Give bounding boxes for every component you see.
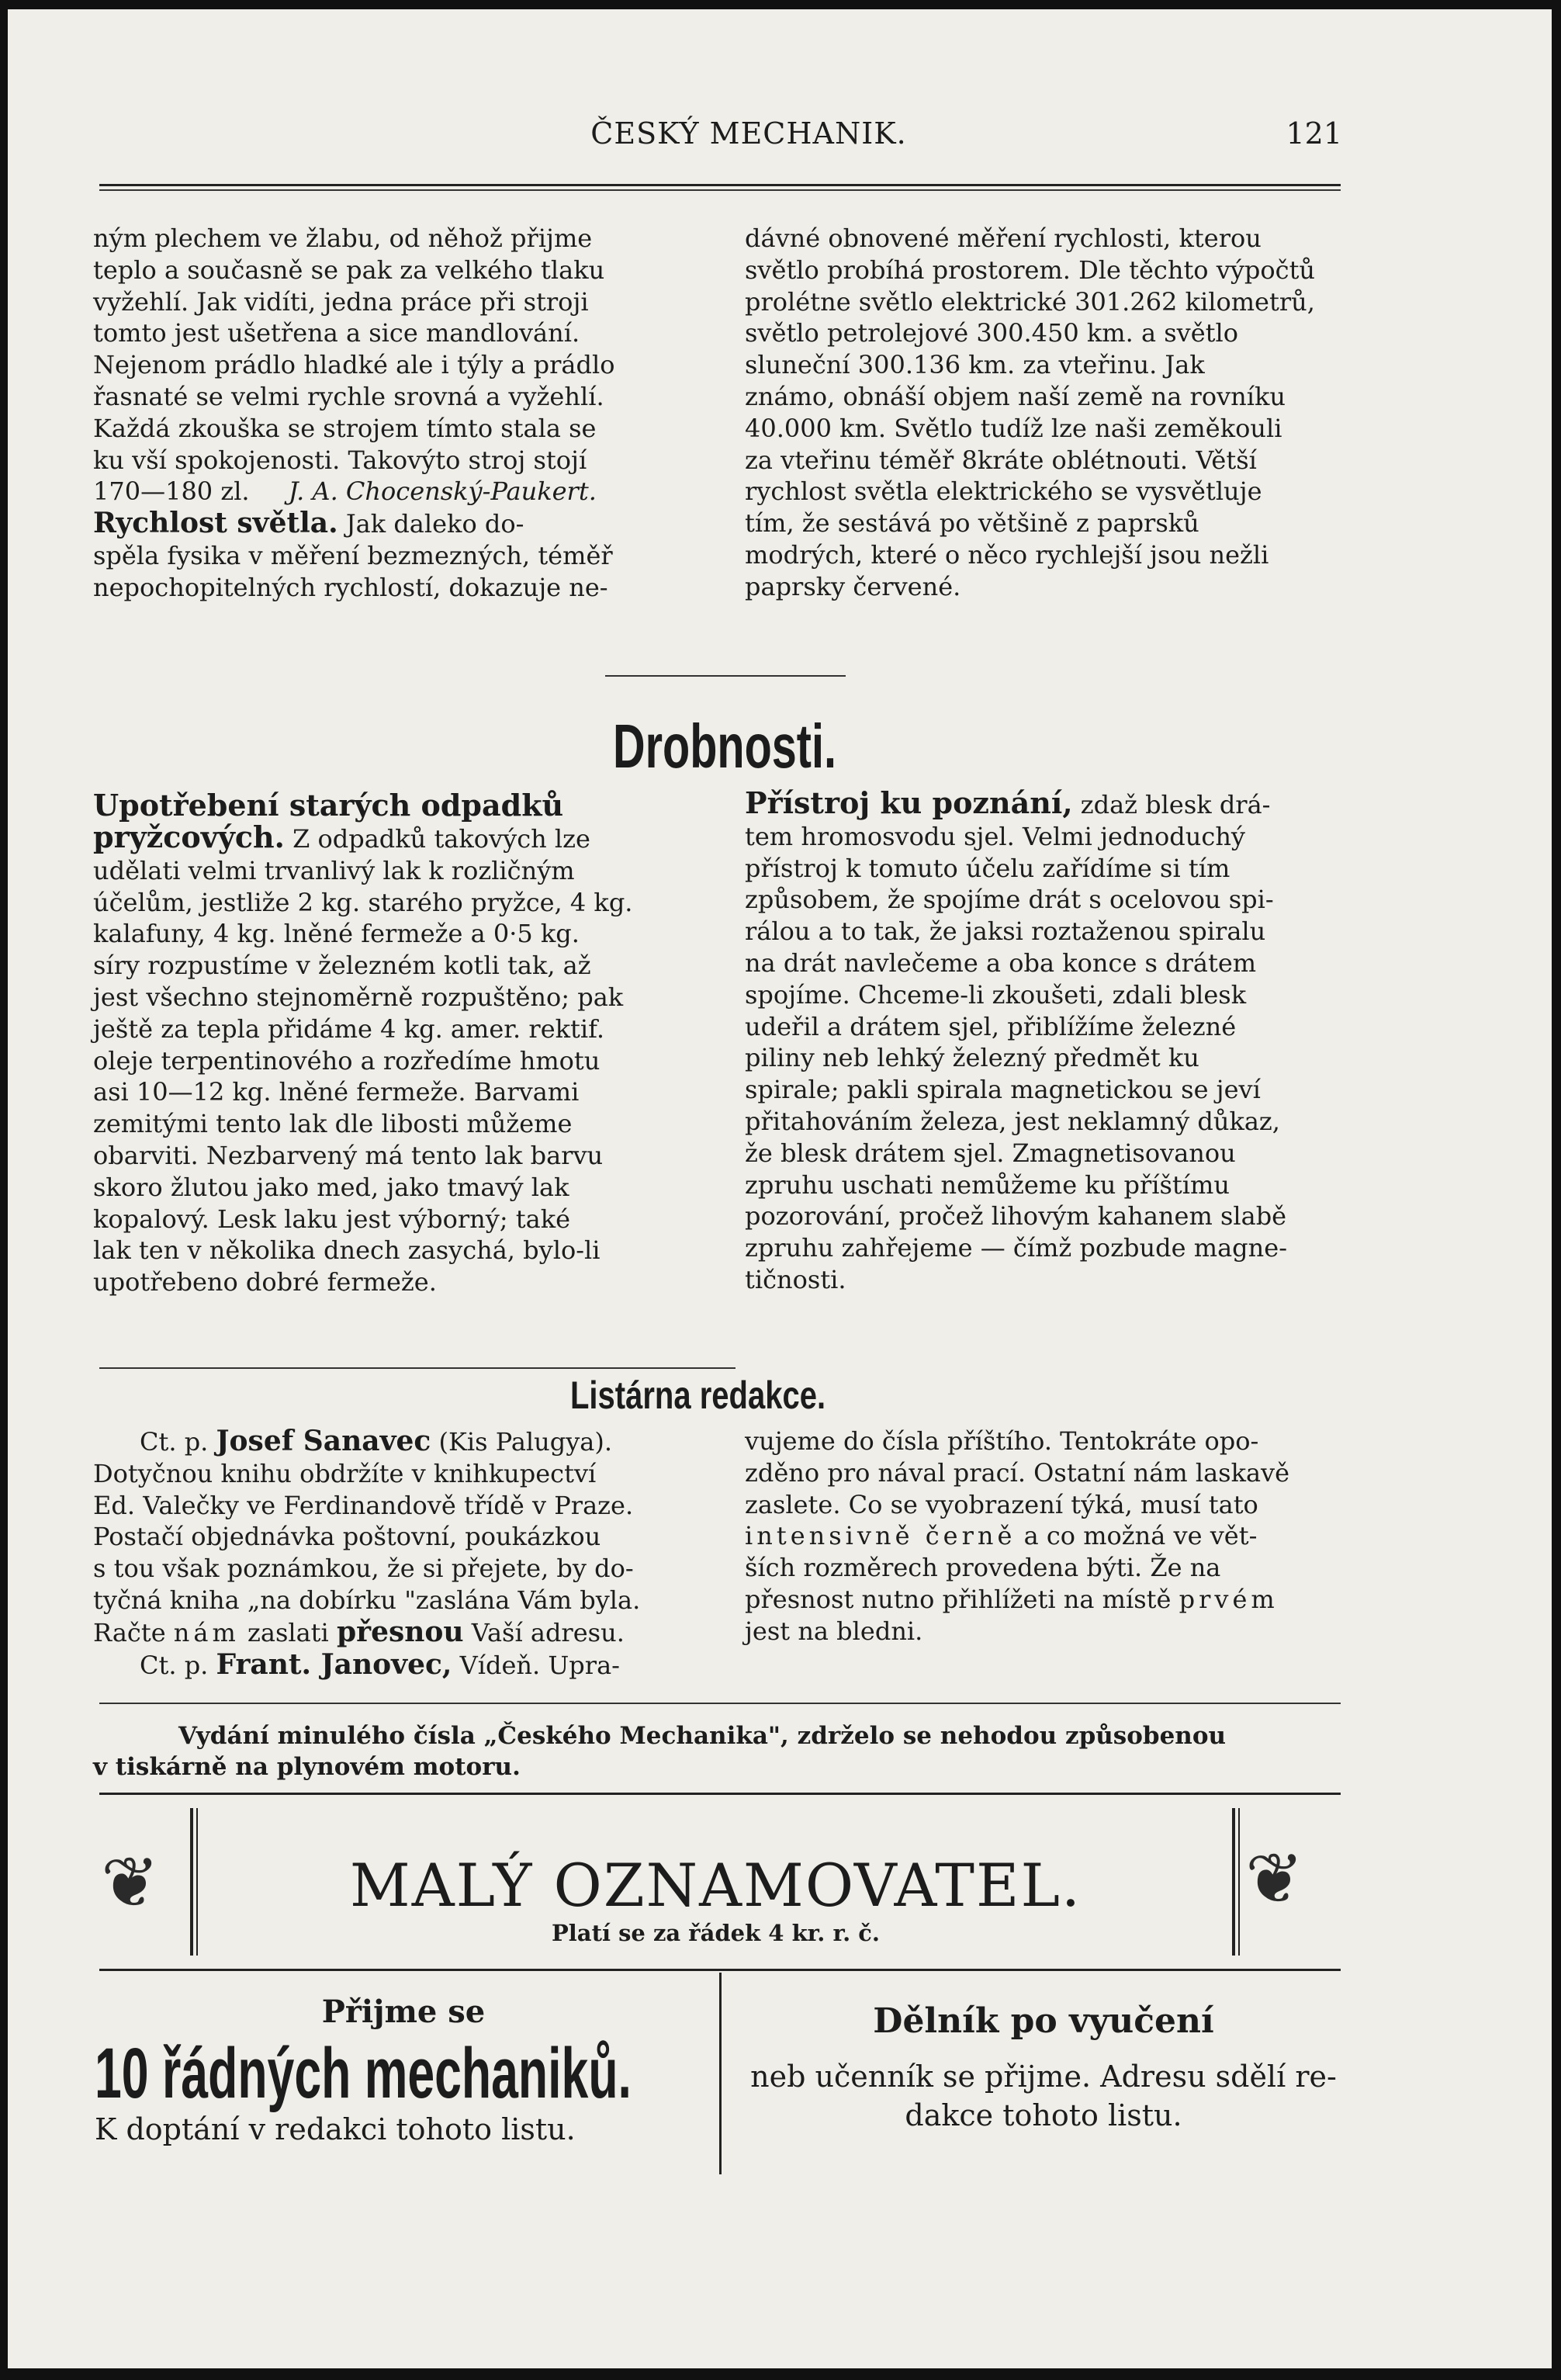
ornament-right-icon: ❦ — [1245, 1838, 1304, 1920]
speed-heading-line — [93, 508, 698, 540]
text-line: přitahováním železa, jest neklamný důkaz, — [745, 1106, 1280, 1136]
header-rule-thin — [99, 189, 1341, 191]
text-line: jest na bledni. — [745, 1616, 923, 1646]
page-number: 121 — [1286, 116, 1342, 151]
text-line: ku vší spokojenosti. Takovýto stroj stojí — [93, 445, 587, 475]
text-line: zpruhu uschati nemůžeme ku příštímu — [745, 1169, 1230, 1200]
heading-pristroj: Přístroj ku poznání, — [745, 785, 1073, 820]
text-line: kalafuny, 4 kg. lněné fermeže a 0·5 kg. — [93, 919, 580, 949]
ad2-line3: dakce tohoto listu. — [905, 2098, 1182, 2132]
heading-line — [745, 785, 1346, 821]
text-line: upotřebeno dobré fermeže. — [93, 1267, 437, 1297]
box-left-bar — [190, 1808, 193, 1956]
text-line: sluneční 300.136 km. za vteřinu. Jak — [745, 350, 1205, 380]
ad1-line1: Přijme se — [321, 1994, 486, 2030]
text-line: známo, obnáší objem naší země na rovníku — [745, 381, 1286, 411]
notice-line: Vydání minulého čísla „Českého Mechanika", zdrželo se nehodou způsobenou — [178, 1722, 1227, 1750]
notice-line: v tiskárně na plynovém motoru. — [93, 1753, 521, 1781]
box-right-bar-thin — [1238, 1808, 1240, 1956]
text-fragment: zaslati — [247, 1617, 329, 1647]
ad2-line2: neb učenník se přijme. Adresu sdělí re- — [750, 2060, 1337, 2094]
text-line: Dotyčnou knihu obdržíte v knihkupectví — [93, 1458, 597, 1488]
drobnosti-right-column — [745, 785, 1346, 1296]
text-line: paprsky červené. — [745, 571, 961, 601]
text-line: lak ten v několika dnech zasychá, bylo-li — [93, 1235, 601, 1266]
text-line: kopalový. Lesk laku jest výborný; také — [93, 1204, 571, 1234]
text-line: Postačí objednávka poštovní, poukázkou — [93, 1522, 601, 1552]
listarna-left-column — [93, 1426, 706, 1681]
text-fragment: Vídeň. Upra- — [459, 1650, 620, 1680]
text-line: modrých, které o něco rychlejší jsou nežli — [745, 539, 1269, 570]
text-line: skoro žlutou jako med, jako tmavý lak — [93, 1172, 569, 1202]
heading-line: Upotřebení starých odpadků — [93, 788, 564, 823]
ad1-line2: 10 řádných mechaniků. — [95, 2034, 632, 2113]
text-fragment: nám — [173, 1617, 240, 1647]
text-fragment: prvém — [1179, 1584, 1279, 1614]
text-line: udeřil a drátem sjel, přiblížíme železné — [745, 1011, 1237, 1041]
page — [8, 9, 1552, 2368]
ad2-line1: Dělník po vyučení — [873, 2001, 1214, 2041]
text-line: zpruhu zahřejeme — čímž pozbude magne- — [745, 1233, 1287, 1263]
text-line — [93, 1649, 706, 1682]
classifieds-title: MALÝ OZNAMOVATEL. — [349, 1851, 1082, 1920]
text-line: zemitými tento lak dle libosti můžeme — [93, 1109, 573, 1139]
text-line: prolétne světlo elektrické 301.262 kilometrů, — [745, 286, 1315, 317]
separator-rule — [99, 1367, 736, 1369]
text-line: spěla fysika v měření bezmezných, téměř — [93, 540, 613, 570]
text-line: světlo petrolejové 300.450 km. a světlo — [745, 318, 1238, 348]
recipient-name: Josef Sanavec — [216, 1425, 431, 1457]
text-line — [93, 1616, 706, 1649]
text-line: udělati velmi trvanlivý lak k rozličným — [93, 855, 575, 885]
text-line: řasnaté se velmi rychle srovná a vyžehlí. — [93, 381, 604, 411]
recipient-name: Frant. Janovec, — [216, 1647, 452, 1681]
separator-rule — [605, 675, 846, 677]
text-line: rychlost světla elektrického se vysvětluje — [745, 476, 1262, 507]
text-line: obarviti. Nezbarvený má tento lak barvu — [93, 1140, 604, 1170]
text-fragment: intensivně černě — [745, 1521, 1016, 1551]
intro-text: Z odpadků takových lze — [292, 824, 590, 854]
box-right-bar — [1232, 1808, 1235, 1956]
text-line: oleje terpentinového a rozředíme hmotu — [93, 1045, 601, 1076]
text-line: tím, že sestává po většině z paprsků — [745, 508, 1199, 539]
ornament-left-icon: ❦ — [101, 1842, 160, 1924]
text-line — [93, 1426, 706, 1458]
text-line: ným plechem ve žlabu, od něhož přijme — [93, 223, 593, 253]
classifieds-subtitle: Platí se za řádek 4 kr. r. č. — [551, 1920, 881, 1946]
text-line: asi 10—12 kg. lněné fermeže. Barvami — [93, 1077, 580, 1107]
drobnosti-left-column — [93, 789, 706, 1298]
text-line: vyžehlí. Jak vidíti, jedna práce při stroji — [93, 286, 589, 317]
text-line: teplo a současně se pak za velkého tlaku — [93, 255, 605, 285]
recipient-place: (Kis Palugya). — [438, 1427, 613, 1457]
salutation: Ct. p. — [140, 1650, 209, 1680]
text-fragment: přesnost nutno přihlížeti na místě — [745, 1584, 1172, 1614]
text-line: Ed. Valečky ve Ferdinandově třídě v Praze. — [93, 1490, 634, 1520]
text-line: zděno pro nával prací. Ostatní nám laskavě — [745, 1457, 1290, 1488]
text-fragment: Račte — [93, 1617, 166, 1647]
listarna-title: Listárna redakce. — [570, 1374, 826, 1417]
text-line: Nejenom prádlo hladké ale i týly a prádlo — [93, 350, 615, 380]
text-line: tem hromosvodu sjel. Velmi jednoduchý — [745, 821, 1245, 851]
text-line: dávné obnovené měření rychlosti, kterou — [745, 223, 1262, 253]
text-line: tomto jest ušetřena a sice mandlování. — [93, 318, 580, 348]
text-line: spojíme. Chceme-li zkoušeti, zdali blesk — [745, 979, 1247, 1010]
text-fragment: a co možná ve vět- — [1023, 1521, 1258, 1551]
text-line: tyčná kniha „na dobírku "zaslána Vám byla. — [93, 1585, 641, 1615]
article-right-column — [745, 223, 1346, 603]
text-line: na drát navlečeme a oba konce s drátem — [745, 947, 1257, 978]
author-signature: J. A. Chocenský-Paukert. — [288, 476, 597, 507]
text-line: síry rozpustíme v železném kotli tak, až — [93, 951, 591, 981]
text-line: rálou a to tak, že jaksi roztaženou spiralu — [745, 916, 1266, 947]
drobnosti-title: Drobnosti. — [613, 712, 836, 781]
text-line: jest všechno stejnoměrně rozpuštěno; pak — [93, 982, 624, 1012]
text-line: způsobem, že spojíme drát s ocelovou spi- — [745, 885, 1274, 915]
text-line: za vteřinu téměř 8kráte oblétnouti. Větší — [745, 445, 1257, 475]
text-line: nepochopitelných rychlostí, dokazuje ne- — [93, 572, 608, 602]
text-line: s tou však poznámkou, že si přejete, by do- — [93, 1554, 634, 1584]
text-line: ších rozměrech provedena býti. Že na — [745, 1553, 1221, 1583]
text-line: světlo probíhá prostorem. Dle těchto výpočtů — [745, 255, 1316, 285]
article-left-column — [93, 223, 698, 604]
salutation: Ct. p. — [140, 1427, 209, 1457]
text-fragment: Vaší adresu. — [471, 1617, 625, 1647]
text-line: tičnosti. — [745, 1264, 846, 1294]
text-line: pozorování, pročež lihovým kahanem slabě — [745, 1201, 1287, 1232]
text-line: účelům, jestliže 2 kg. starého pryžce, 4 kg. — [93, 887, 633, 917]
heading-line-2 — [93, 819, 706, 855]
text-line: že blesk drátem sjel. Zmagnetisovanou — [745, 1138, 1236, 1168]
classifieds-top-rule — [99, 1793, 1341, 1795]
text-line: přístroj k tomuto účelu zařídíme si tím — [745, 853, 1230, 883]
text-line: vujeme do čísla příštího. Tentokráte opo- — [745, 1426, 1259, 1456]
heading-odpadky: pryžcových. — [93, 819, 285, 854]
text-line: spirale; pakli spirala magnetickou se jeví — [745, 1075, 1261, 1105]
text-line — [745, 1584, 1346, 1616]
listarna-right-column — [745, 1426, 1346, 1647]
speed-heading: Rychlost světla. — [93, 507, 338, 540]
text-fragment: přesnou — [336, 1615, 464, 1648]
text-line: piliny neb lehký železný předmět ku — [745, 1043, 1199, 1073]
ad1-line3: K doptání v redakci tohoto listu. — [95, 2112, 576, 2146]
intro-text: zdaž blesk drá- — [1080, 790, 1271, 819]
running-title: ČESKÝ MECHANIK. — [590, 116, 907, 151]
text-line: 40.000 km. Světlo tudíž lze naši zeměkouli — [745, 413, 1282, 443]
text-line: Každá zkouška se strojem tímto stala se — [93, 413, 597, 443]
text-line — [745, 1520, 1346, 1552]
text-line: zaslete. Co se vyobrazení týká, musí tato — [745, 1489, 1258, 1519]
price-line — [93, 476, 698, 508]
speed-intro: Jak daleko do- — [345, 509, 524, 539]
classifieds-rule — [99, 1969, 1341, 1971]
notice — [93, 1720, 1350, 1782]
price: 170—180 zl. — [93, 476, 250, 507]
text-line: ještě za tepla přidáme 4 kg. amer. rektif. — [93, 1013, 604, 1044]
header-rule — [99, 184, 1341, 186]
box-left-bar-thin — [196, 1808, 198, 1956]
separator-rule — [99, 1703, 1341, 1704]
